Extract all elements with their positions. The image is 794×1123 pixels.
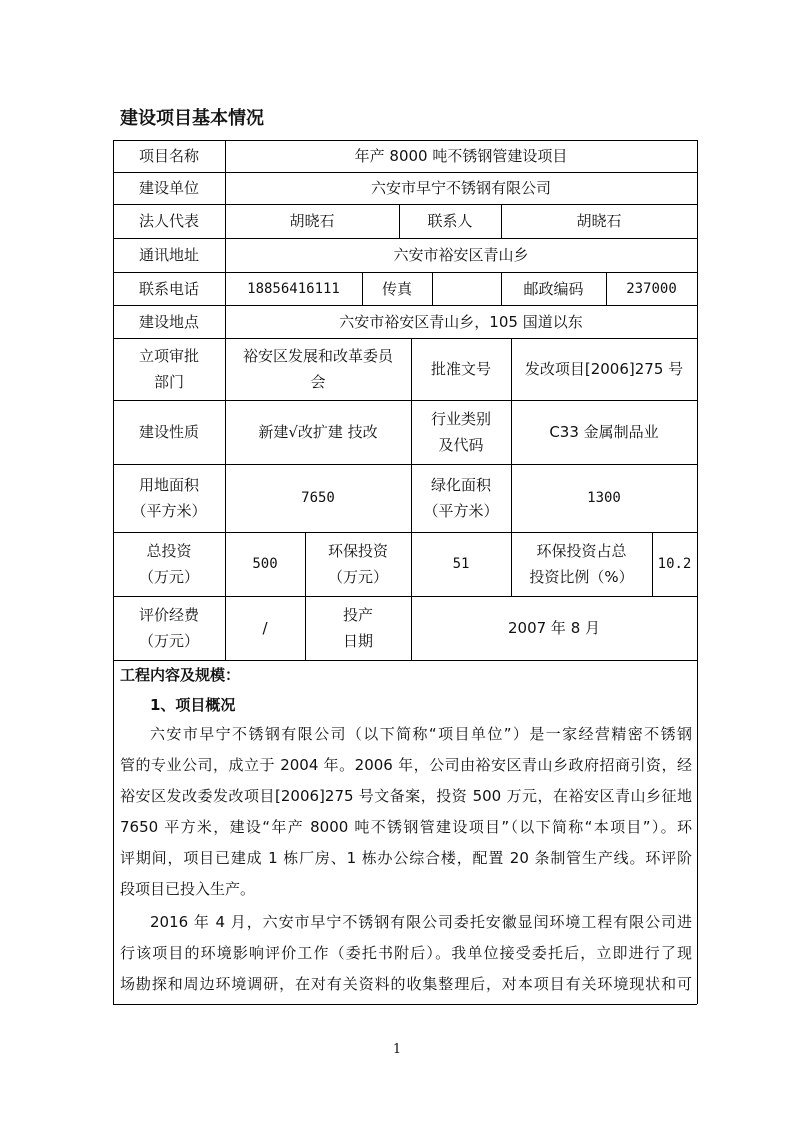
label-contact: 联系人 (427, 212, 473, 230)
label-site: 建设地点 (138, 312, 199, 331)
label-approval-doc: 批准文号 (430, 360, 491, 378)
value-land: 7650 (301, 490, 335, 506)
page-title: 建设项目基本情况 (120, 108, 264, 129)
label-phone: 联系电话 (138, 279, 199, 298)
sub-heading: 1、项目概况 (150, 696, 236, 714)
label-nature: 建设性质 (138, 423, 199, 441)
label-builder: 建设单位 (138, 179, 199, 197)
label-evaluation (113, 596, 225, 660)
value-postcode: 237000 (626, 280, 677, 297)
label-fax: 传真 (381, 279, 412, 298)
paragraph-line: 2016 年 4 月，六安市早宁不锈钢有限公司委托安徽显闰环境工程有限公司进 (150, 913, 692, 931)
label-legal-rep: 法人代表 (138, 212, 199, 230)
value-green: 1300 (587, 490, 621, 506)
value-site: 六安市裕安区青山乡，105 国道以东 (339, 312, 583, 331)
paragraph-1 (120, 719, 692, 905)
label-production-line2: 日期 (342, 632, 373, 650)
label-approval-line2: 部门 (153, 373, 184, 391)
approval-dept-line1: 裕安区发展和改革委员 (242, 347, 393, 365)
paragraph-line: 六安市早宁不锈钢有限公司（以下简称“项目单位”）是一家经营精密不锈钢 (150, 725, 692, 743)
value-fax (432, 272, 501, 305)
label-env-ratio-line2: 投资比例（%） (529, 568, 634, 586)
section-heading: 工程内容及规模： (120, 666, 241, 684)
label-evaluation-line1: 评价经费 (138, 606, 199, 624)
paragraph-line: 裕安区发改委发改项目[2006]275 号文备案，投资 500 万元，在裕安区青山乡征地 (120, 787, 692, 805)
label-approval (113, 338, 225, 400)
label-green-line2: （平方米） (423, 502, 499, 520)
paragraph-line: 管的专业公司，成立于 2004 年。2006 年，公司由裕安区青山乡政府招商引资，经 (120, 756, 692, 774)
label-industry-line2: 及代码 (438, 436, 484, 454)
label-project-name: 项目名称 (138, 147, 199, 165)
page-number: 1 (392, 1042, 402, 1057)
label-env-investment-line1: 环保投资 (327, 542, 388, 560)
label-investment (113, 532, 225, 596)
value-env-ratio: 10.2 (657, 556, 692, 572)
value-legal-rep: 胡晓石 (289, 212, 335, 230)
label-green-line1: 绿化面积 (430, 476, 491, 494)
paragraph-line: 场勘探和周边环境调研，在对有关资料的收集整理后，对本项目有关环境现状和可 (120, 975, 692, 993)
paragraph-line: 7650 平方米，建设“年产 8000 吨不锈钢管建设项目”（以下简称“本项目”）。环 (120, 818, 692, 836)
label-industry (411, 400, 511, 464)
label-evaluation-line2: （万元） (138, 632, 199, 650)
value-contact: 胡晓石 (576, 212, 622, 230)
label-land (113, 464, 225, 532)
value-production-date: 2007 年 8 月 (507, 619, 601, 637)
label-env-ratio-line1: 环保投资占总 (536, 542, 627, 560)
label-production-line1: 投产 (342, 606, 373, 624)
label-production-date (305, 596, 411, 660)
label-env-ratio (511, 532, 652, 596)
label-env-investment (305, 532, 411, 596)
label-investment-line1: 总投资 (146, 542, 192, 560)
value-approval-dept (225, 338, 411, 400)
label-industry-line1: 行业类别 (430, 410, 491, 428)
value-address: 六安市裕安区青山乡 (393, 246, 529, 264)
paragraph-2 (120, 907, 692, 1000)
label-postcode: 邮政编码 (523, 279, 584, 298)
value-phone: 18856416111 (247, 280, 340, 297)
value-builder: 六安市早宁不锈钢有限公司 (370, 179, 551, 197)
value-nature: 新建√改扩建 技改 (258, 423, 378, 441)
value-evaluation: / (262, 619, 268, 637)
paragraph-line: 评期间，项目已建成 1 栋厂房、1 栋办公综合楼，配置 20 条制管生产线。环评阶 (120, 849, 692, 867)
paragraph-line: 段项目已投入生产。 (120, 880, 256, 898)
label-land-line1: 用地面积 (138, 476, 199, 494)
value-investment: 500 (252, 556, 278, 572)
label-approval-line1: 立项审批 (138, 347, 199, 365)
label-env-investment-line2: （万元） (327, 568, 388, 586)
label-green (411, 464, 511, 532)
paragraph-line: 行该项目的环境影响评价工作（委托书附后）。我单位接受委托后，立即进行了现 (120, 944, 692, 962)
value-env-investment: 51 (452, 556, 470, 572)
value-project-name: 年产 8000 吨不锈钢管建设项目 (354, 147, 568, 165)
approval-dept-line2: 会 (310, 373, 326, 391)
label-investment-line2: （万元） (138, 568, 199, 586)
label-address: 通讯地址 (138, 246, 199, 264)
label-land-line2: （平方米） (131, 502, 207, 520)
value-approval-doc: 发改项目[2006]275 号 (524, 360, 684, 378)
value-industry: C33 金属制品业 (549, 423, 659, 441)
